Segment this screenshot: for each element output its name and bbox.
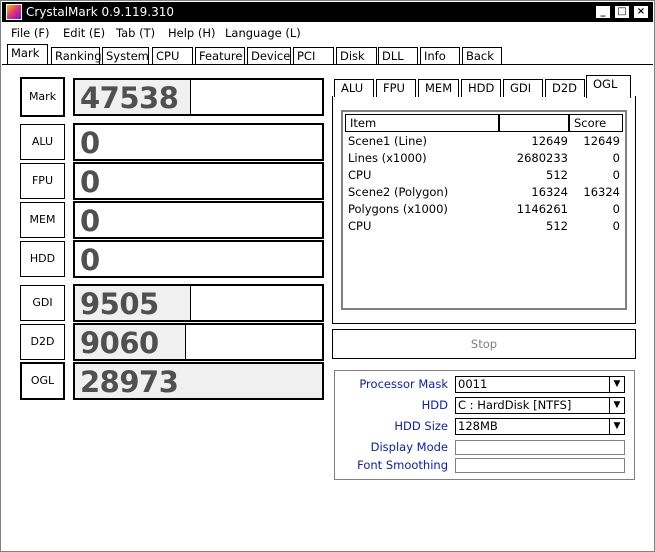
display-mode-field <box>455 440 625 455</box>
row-value: 1146261 <box>516 202 568 216</box>
subtab-mem[interactable]: MEM <box>418 79 459 97</box>
hdd-size-select[interactable] <box>455 418 625 435</box>
tab-divider <box>2 64 653 65</box>
tab-cpu[interactable]: CPU <box>152 47 193 65</box>
hdd-setting-label: HDD <box>421 398 448 412</box>
row-item: CPU <box>348 219 372 233</box>
tab-dll[interactable]: DLL <box>378 47 418 65</box>
row-value: 2680233 <box>516 151 568 165</box>
processor-mask-select[interactable] <box>455 376 625 393</box>
ogl-score-value: 28973 <box>80 365 179 399</box>
row-score: 16324 <box>583 185 620 199</box>
table-row[interactable] <box>348 167 624 184</box>
menu-bar <box>2 23 653 42</box>
row-item: Scene2 (Polygon) <box>348 185 449 199</box>
tab-back[interactable]: Back <box>462 47 502 65</box>
hdd-select[interactable] <box>455 397 625 414</box>
chevron-down-icon[interactable]: ▼ <box>609 377 624 392</box>
fpu-score-value: 0 <box>80 165 100 199</box>
hdd-size-label: HDD Size <box>394 419 448 433</box>
title-bar[interactable] <box>2 2 653 22</box>
alu-label-button[interactable]: ALU <box>20 124 65 160</box>
ogl-results-list[interactable] <box>341 110 627 310</box>
hdd-select-value: C : HardDisk [NTFS] <box>458 398 572 412</box>
font-smoothing-label: Font Smoothing <box>357 458 448 472</box>
fpu-score-box <box>73 162 324 200</box>
gdi-score-box <box>73 284 324 322</box>
gdi-label-button[interactable]: GDI <box>20 285 65 321</box>
subtab-ogl[interactable]: OGL <box>586 75 631 98</box>
row-item: Lines (x1000) <box>348 151 427 165</box>
subtab-alu[interactable]: ALU <box>334 79 374 97</box>
row-value: 512 <box>546 168 568 182</box>
maximize-icon: □ <box>617 6 627 17</box>
row-score: 0 <box>612 151 620 165</box>
mem-label-button[interactable]: MEM <box>20 202 65 238</box>
menu-edit[interactable]: Edit (E) <box>63 26 106 40</box>
tab-info[interactable]: Info <box>420 47 460 65</box>
mark-score-value: 47538 <box>80 81 179 115</box>
hdd-score-value: 0 <box>80 243 100 277</box>
row-score: 0 <box>612 202 620 216</box>
chevron-down-icon[interactable]: ▼ <box>609 419 624 434</box>
d2d-label-button[interactable]: D2D <box>20 324 65 360</box>
crystalmark-app-icon <box>6 4 22 20</box>
subtab-gdi[interactable]: GDI <box>503 79 543 97</box>
window-title: CrystalMark 0.9.119.310 <box>26 5 174 19</box>
font-smoothing-field <box>455 458 625 473</box>
mem-score-value: 0 <box>80 204 100 238</box>
table-row[interactable] <box>348 150 624 167</box>
main-tab-strip <box>2 43 653 65</box>
tab-feature[interactable]: Feature <box>195 47 245 65</box>
display-mode-label: Display Mode <box>370 440 448 454</box>
close-button[interactable] <box>633 5 649 19</box>
menu-help[interactable]: Help (H) <box>168 26 216 40</box>
table-row[interactable] <box>348 218 624 235</box>
table-row[interactable] <box>348 133 624 150</box>
maximize-button[interactable] <box>614 5 630 19</box>
tab-ranking[interactable]: Ranking <box>51 47 100 65</box>
gdi-score-value: 9505 <box>80 287 159 321</box>
minimize-button[interactable] <box>595 5 611 19</box>
subtab-d2d[interactable]: D2D <box>545 79 585 97</box>
table-row[interactable] <box>348 201 624 218</box>
close-icon: × <box>636 6 646 17</box>
mem-score-box <box>73 201 324 239</box>
alu-score-value: 0 <box>80 126 100 160</box>
tab-system[interactable]: System <box>102 47 149 65</box>
chevron-down-icon[interactable]: ▼ <box>609 398 624 413</box>
tab-disk[interactable]: Disk <box>336 47 377 65</box>
row-value: 512 <box>546 219 568 233</box>
minimize-icon: _ <box>600 6 606 17</box>
tab-pci[interactable]: PCI <box>293 47 334 65</box>
d2d-score-value: 9060 <box>80 326 159 360</box>
d2d-score-box <box>73 323 324 361</box>
processor-mask-value: 0011 <box>458 377 488 391</box>
stop-button[interactable]: Stop <box>332 329 636 359</box>
mark-label-button[interactable]: Mark <box>20 77 65 117</box>
mark-score-box <box>73 78 324 116</box>
table-row[interactable] <box>348 184 624 201</box>
row-item: Polygons (x1000) <box>348 202 448 216</box>
tab-mark[interactable]: Mark <box>7 44 48 65</box>
col-header-item[interactable]: Item <box>345 114 499 132</box>
menu-tab[interactable]: Tab (T) <box>116 26 156 40</box>
row-item: CPU <box>348 168 372 182</box>
row-item: Scene1 (Line) <box>348 134 427 148</box>
hdd-score-box <box>73 240 324 278</box>
fpu-label-button[interactable]: FPU <box>20 163 65 199</box>
row-value: 12649 <box>531 134 568 148</box>
tab-device[interactable]: Device <box>247 47 291 65</box>
hdd-label-button[interactable]: HDD <box>20 241 65 277</box>
row-score: 0 <box>612 168 620 182</box>
subtab-hdd[interactable]: HDD <box>461 79 501 97</box>
processor-mask-label: Processor Mask <box>359 377 448 391</box>
subtab-fpu[interactable]: FPU <box>376 79 416 97</box>
hdd-size-value: 128MB <box>458 419 498 433</box>
row-score: 0 <box>612 219 620 233</box>
ogl-score-box <box>73 362 324 400</box>
ogl-label-button[interactable]: OGL <box>20 362 65 400</box>
menu-file[interactable]: File (F) <box>11 26 50 40</box>
row-score: 12649 <box>583 134 620 148</box>
col-header-value[interactable] <box>499 114 569 132</box>
alu-score-box <box>73 123 324 161</box>
menu-language[interactable]: Language (L) <box>225 26 301 40</box>
row-value: 16324 <box>531 185 568 199</box>
col-header-score[interactable]: Score <box>569 114 623 132</box>
